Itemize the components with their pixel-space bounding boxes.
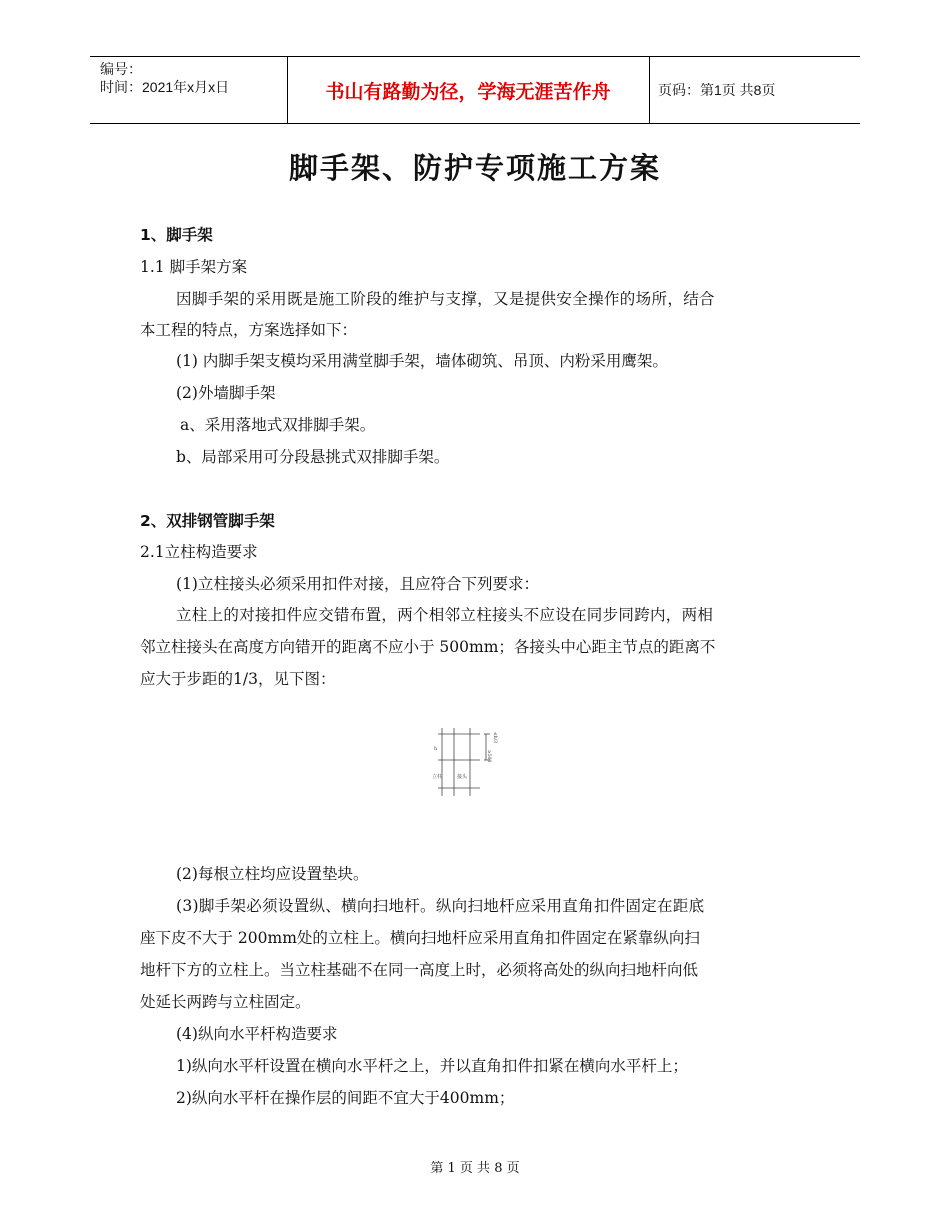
list-item: (2)每根立柱均应设置垫块。 xyxy=(176,865,369,883)
column-joint-diagram xyxy=(430,724,510,798)
list-item: (2)外墙脚手架 xyxy=(176,384,276,402)
document-title: 脚手架、防护专项施工方案 xyxy=(288,151,661,185)
fig-label-joint: 接头 xyxy=(457,774,468,780)
section-heading: 1、脚手架 xyxy=(140,226,213,244)
fig-label-h: h xyxy=(434,746,438,752)
paragraph-line: (3)脚手架必须设置纵、横向扫地杆。纵向扫地杆应采用直角扣件固定在距底 xyxy=(176,897,705,915)
paragraph-line: 应大于步距的1/3，见下图： xyxy=(140,670,336,688)
paragraph-line: 本工程的特点，方案选择如下： xyxy=(140,321,358,339)
time-label: 时间：2021年x月x日 xyxy=(100,79,230,95)
document-header xyxy=(90,56,860,124)
number-label: 编号： xyxy=(100,61,142,77)
subsection-heading: 1.1 脚手架方案 xyxy=(140,258,248,276)
list-item: b、局部采用可分段悬挑式双排脚手架。 xyxy=(176,448,450,466)
header-motto: 书山有路勤为径，学海无涯苦作舟 xyxy=(325,80,611,103)
paragraph-line: 立柱上的对接扣件应交错布置，两个相邻立柱接头不应设在同步同跨内，两相 xyxy=(176,606,714,624)
header-divider xyxy=(649,57,650,123)
paragraph-line: 邻立柱接头在高度方向错开的距离不应小于 500mm；各接头中心距主节点的距离不 xyxy=(140,638,716,656)
list-item: (1)立柱接头必须采用扣件对接，且应符合下列要求： xyxy=(176,575,539,593)
paragraph-line: 处延长两跨与立柱固定。 xyxy=(140,993,311,1011)
header-page-info: 页码：第1页 共8页 xyxy=(658,82,776,98)
page-footer: 第 1 页 共 8 页 xyxy=(430,1161,520,1176)
list-item: (1) 内脚手架支模均采用满堂脚手架，墙体砌筑、吊顶、内粉采用鹰架。 xyxy=(176,352,668,370)
header-meta xyxy=(100,60,229,96)
list-item: (4)纵向水平杆构造要求 xyxy=(176,1025,338,1043)
list-item: 2)纵向水平杆在操作层的间距不宜大于400mm； xyxy=(176,1089,515,1107)
paragraph-line: 地杆下方的立柱上。当立柱基础不在同一高度上时，必须将高处的纵向扫地杆向低 xyxy=(140,961,699,979)
list-item: 1)纵向水平杆设置在横向水平杆之上，并以直角扣件扣紧在横向水平杆上； xyxy=(176,1057,688,1075)
paragraph-line: 座下皮不大于 200mm处的立柱上。横向扫地杆应采用直角扣件固定在紧靠纵向扫 xyxy=(140,929,700,947)
fig-label-dim: ≥500 xyxy=(486,750,491,763)
fig-label-column: 立柱 xyxy=(432,774,443,780)
section-heading: 2、双排钢管脚手架 xyxy=(140,512,275,530)
list-item: a、采用落地式双排脚手架。 xyxy=(180,416,376,434)
fig-label-dim: ≤h/3 xyxy=(492,732,497,744)
subsection-heading: 2.1立柱构造要求 xyxy=(140,543,258,561)
paragraph-line: 因脚手架的采用既是施工阶段的维护与支撑，又是提供安全操作的场所，结合 xyxy=(176,290,715,308)
